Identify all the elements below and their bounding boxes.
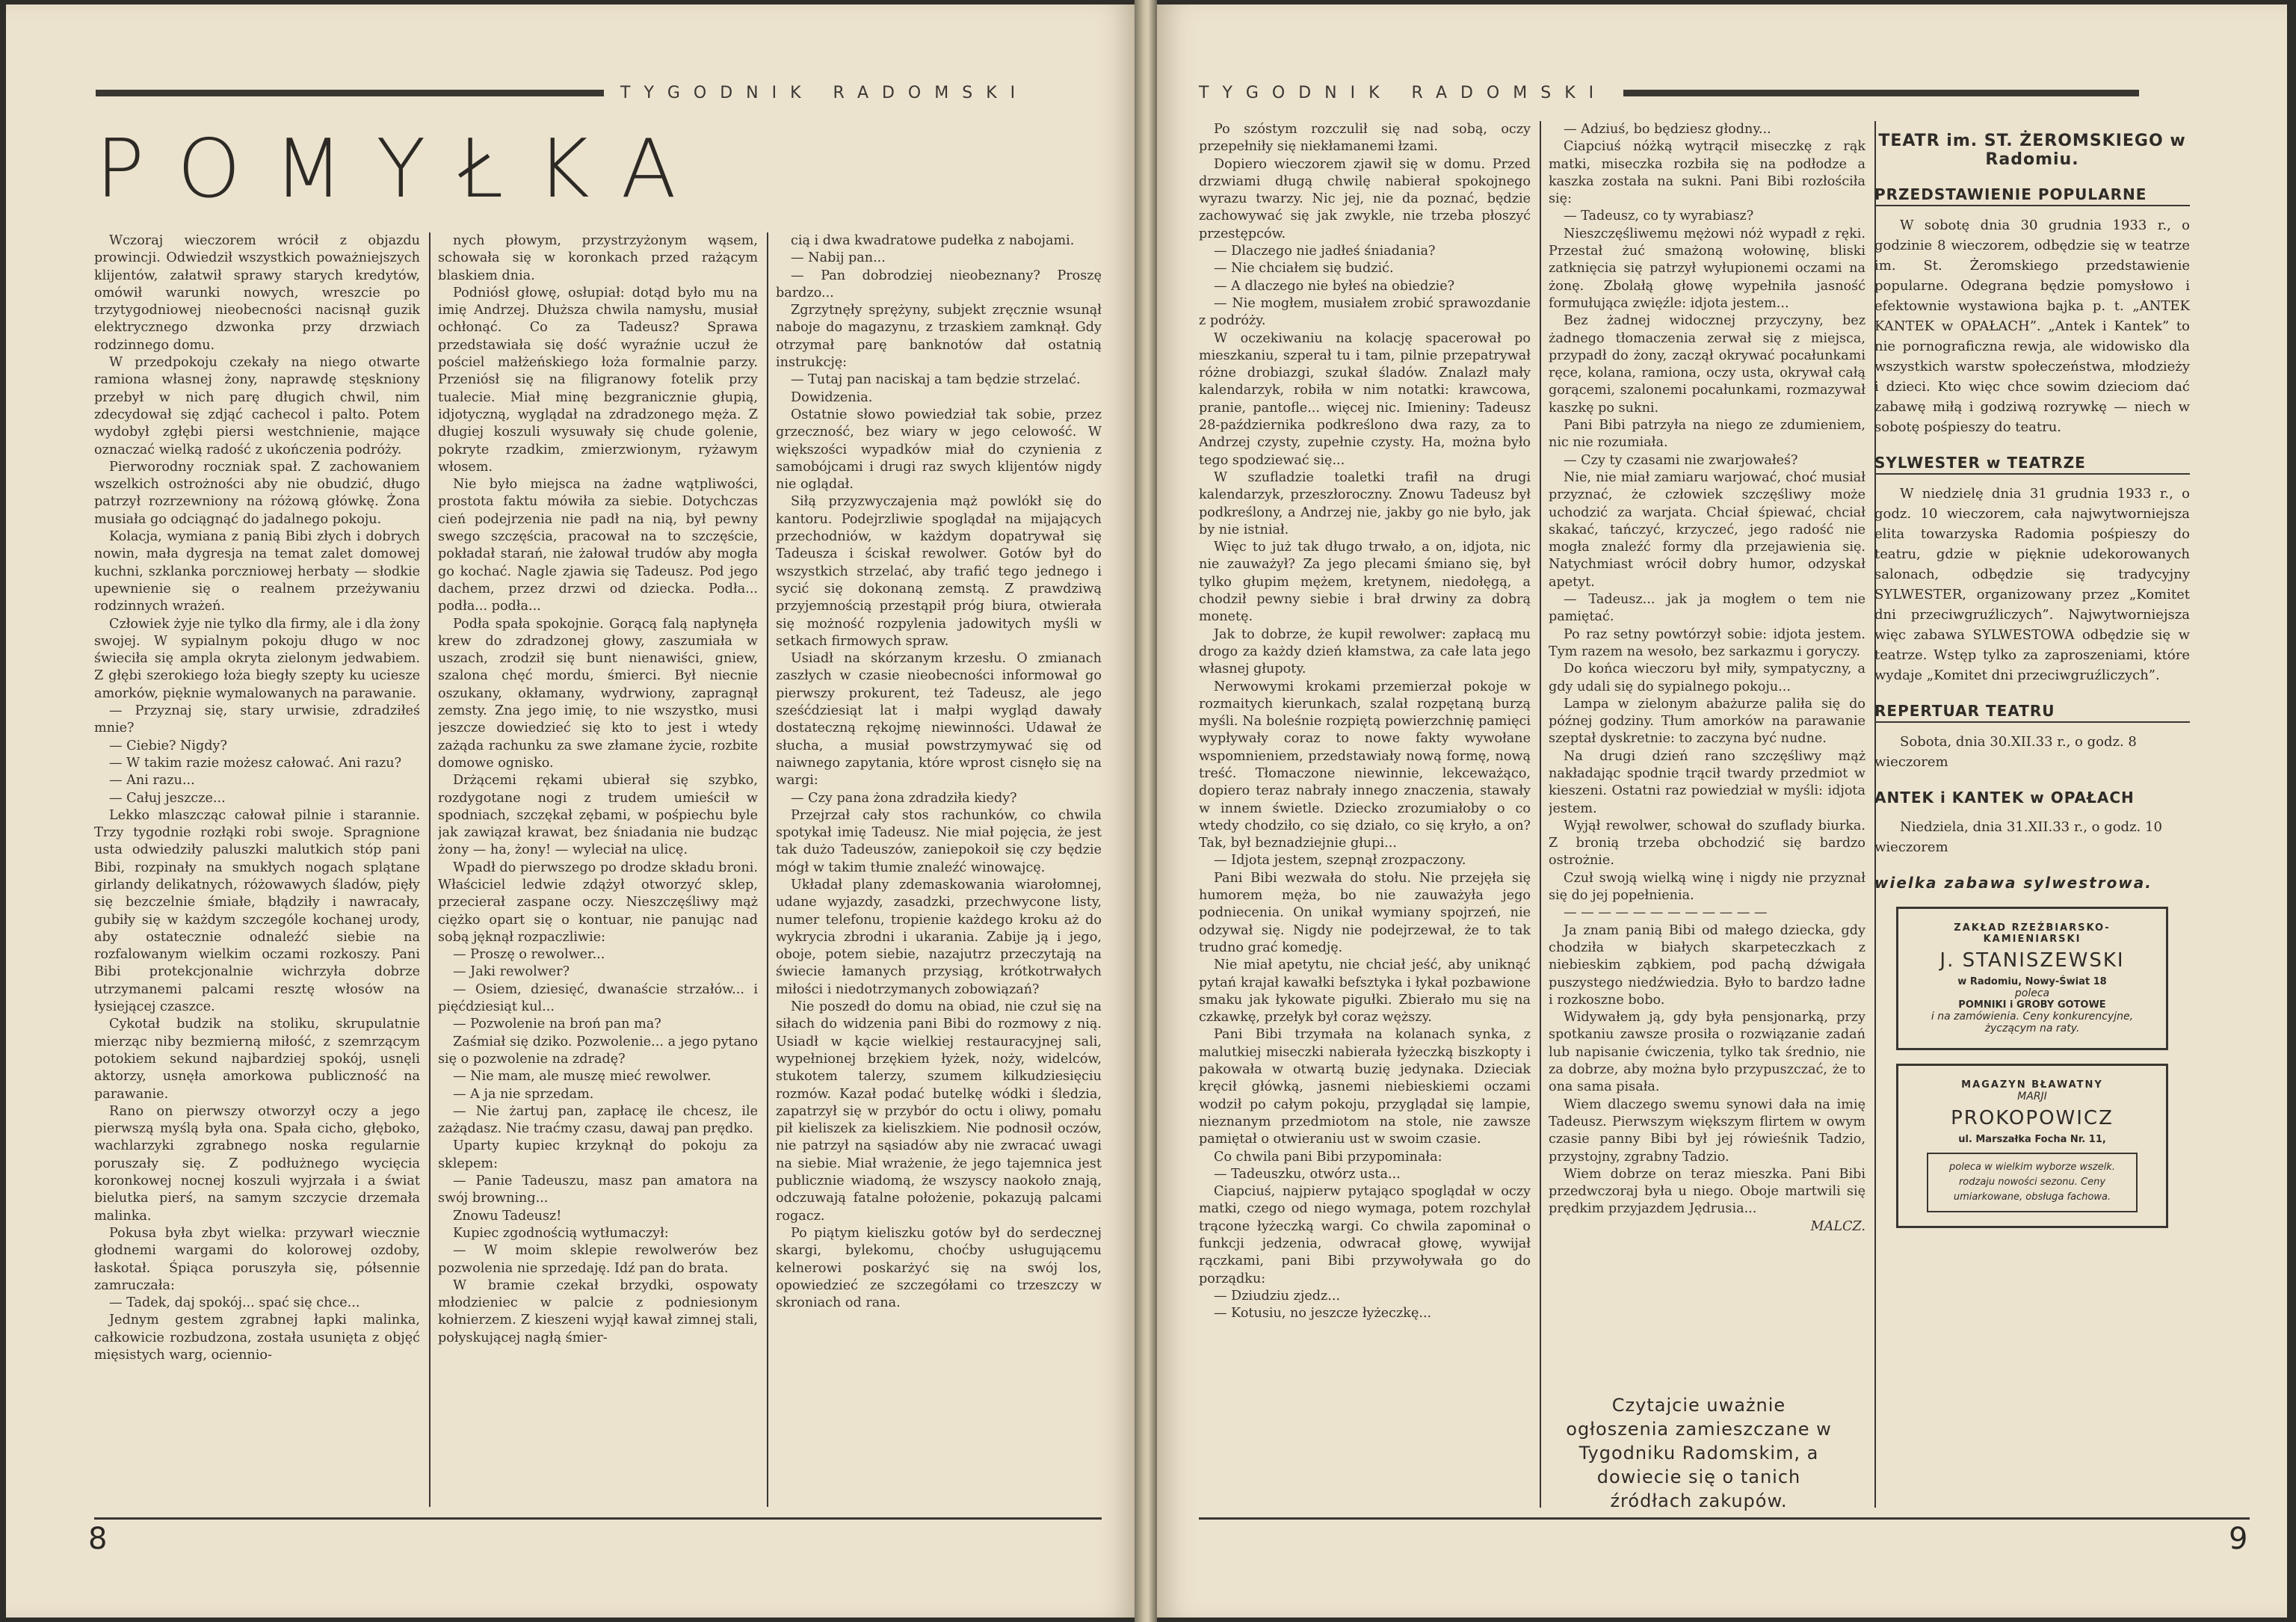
- masthead-left: [96, 84, 1028, 102]
- article-paragraph: Po raz setny powtórzył sobie: idjota jestem. Tym razem na wesoło, bez sarkazmu i goryczy.: [1549, 626, 1866, 659]
- article-paragraph: — Ciebie? Nigdy?: [109, 738, 227, 753]
- article-paragraph: Wpadł do pierwszego po drodze składu broni. Właściciel ledwie zdążył otworzyć sklep, przecierał zaspane oczy. Nieszczęśliwy mąż ciężko opart się o kontuar, nie panując nad sobą jęknął rozpaczliwie:: [438, 860, 758, 945]
- article-paragraph: Człowiek żyje nie tylko dla firmy, ale i dla żony swojej. W sypialnym pokoju długo w noc świeciła się ampla okryta zielonym jedwabiem. Z głębi szerokiego łoża biegły szepty ku uciesze amorków, pięknie wymalowanych na parawanie.: [94, 616, 420, 701]
- article-paragraph: Usiadł na skórzanym krzesłu. O zmianach zaszłych w czasie nieobecności informował go pierwszy prokurent, też Tadeusz, ale jego sześćdziesiąt lat i małpi wygląd dawały dostateczną rękojmę niewinności. Udawał że słucha, a musiał powstrzymywać się od naiwnego zapytania, które wprost cisnęło się na wargi:: [776, 651, 1102, 789]
- article-paragraph: — Czy ty czasami nie zwarjowałeś?: [1564, 452, 1798, 468]
- article-paragraph: Nieszczęśliwemu mężowi nóż wypadł z ręki. Przestał żuć smażoną wołowinę, bliski zatknięcia się patrzył wyłupionemi oczami na żonę. Zbolałą głowę wypełniła jasność formułująca zwięźle: idjota jestem...: [1549, 226, 1866, 311]
- repertoire-entry: Niedziela, dnia 31.XII.33 r., o godz. 10 wieczorem: [1874, 819, 2162, 855]
- article-paragraph: Lekko mlaszcząc całował pilnie i starannie. Trzy tygodnie rozłąki robi swoje. Spragnione usta odwiedziły paluszki malutkich stóp pani Bibi, rozpinały na smukłych nogach splątane girlandy delikatnych, różowawych śladów, pięły się bezczelnie śmiałe, błądziły i nawracały, gubiły się w każdym szczególe kochanej urody, aby ostatecznie odnaleźć siebie na rozfalowanym wielkim oczami rozkoszy. Pani Bibi protekcjonalnie wichrzyła dobrze utrzymanemi palcami resztę włosów na łysiejącej czaszce.: [94, 807, 420, 1015]
- section-heading: REPERTUAR TEATRU: [1874, 702, 2190, 723]
- section-heading: PRZEDSTAWIENIE POPULARNE: [1874, 185, 2190, 206]
- masthead-rule: [1623, 90, 2139, 96]
- article-paragraph: Nie miał apetytu, nie chciał jeść, aby uniknąć pytań krajał kawałki befsztyka i łykał pozbawione smaku jak łykowate pigułki. Zbierało mu się na czkawkę, przełyk był coraz węższy.: [1199, 958, 1531, 1026]
- article-paragraph: — Proszę o rewolwer...: [453, 947, 605, 963]
- article-paragraph: Cykotał budzik na stoliku, skrupulatnie mierząc niby bezmierną miłość, z szemrzącym potokiem sekund najbardziej spokój, usnęli aktorzy, usnęła amorkowa publiczność na parawanie.: [94, 1017, 420, 1102]
- article-paragraph: — Nie żartuj pan, zapłacę ile chcesz, ile zażądasz. Nie traćmy czasu, dawaj pan prędko.: [438, 1103, 758, 1137]
- article-paragraph: Podniósł głowę, osłupiał: dotąd było mu na imię Andrzej. Dłuższa chwila namysłu, musiał ochłonąć. Co za Tadeusz? Sprawa przedstawiała się dość wyraźnie uczuł że pościel małżeńskiego łoża formalnie parzy. Przeniósł się na filigranowy fotelik przy tualecie. Miał minę bezgranicznie głupią, idjotyczną, wyglądał na zdradzonego męża. Z długiej koszuli wysuwały się chude golenie, pokryte rzadkim, zmierzwionym, ryżawym włosem.: [438, 285, 758, 475]
- ad-address: ul. Marszałka Focha Nr. 11,: [1958, 1134, 2106, 1145]
- article-paragraph: — Nie mogłem, musiałem zrobić sprawozdanie z podróży.: [1199, 295, 1531, 329]
- ad-name: J. STANISZEWSKI: [1939, 949, 2125, 972]
- article-paragraph: Nerwowymi krokami przemierzał pokoje w rozmaitych kierunkach, szalał rozpętaną burzą myśli. Na boleśnie rozpiętą powierzchnię pamięci wypływały coraz to nowe fakty wywołane wspomnieniem, przedstawiały nową formę, nową treść. Tłomaczone niewinnie, lekceważąco, dopiero teraz nabrały innego znaczenia, stawały w innem świetle. Dziecko zrozumiałoby o co wtedy chodziło, co się działo, co się kryło, a on? Tak, był beznadziejnie głupi...: [1199, 679, 1531, 851]
- article-paragraph: Dopiero wieczorem zjawił się w domu. Przed drzwiami długą chwilę nabierał spokojnego wyrazu twarzy. Nic jej, nie da poznać, będzie zachowywać się jak zwykle, nie trzeba płoszyć przestępców.: [1199, 156, 1531, 241]
- article-paragraph: — Osiem, dziesięć, dwanaście strzałów... i pięćdziesiąt kul...: [438, 981, 758, 1015]
- book-spine: [1135, 0, 1157, 1622]
- column-rule: [1540, 121, 1541, 1508]
- column-rule: [429, 232, 430, 1507]
- article-paragraph: Więc to już tak długo trwało, a on, idjota, nic nie zauważył? Za jego plecami śmiano się, był tylko głupim mężem, kretynem, niedołęgą, a chodził pewny siebie i brał drwiny za dobrą monetę.: [1199, 540, 1531, 625]
- article-paragraph: — Tadeusz... jak ja mogłem o tem nie pamiętać.: [1549, 592, 1866, 625]
- column-4: [1199, 121, 1531, 1511]
- article-paragraph: — Przyznaj się, stary urwisie, zdradziłeś mnie?: [94, 703, 420, 736]
- article-paragraph: Do końca wieczoru był miły, sympatyczny, a gdy udali się do sypialnego pokoju...: [1549, 662, 1866, 694]
- article-title: POMYŁKA: [96, 123, 709, 216]
- ad-kind: ZAKŁAD RZEŹBIARSKO-KAMIENIARSKI: [1954, 922, 2111, 945]
- article-paragraph: Wiem dobrze on teraz mieszka. Pani Bibi przedwczoraj była u niego. Oboje martwili się prędkim przyjazdem Jędrusia...: [1549, 1166, 1866, 1217]
- article-paragraph: — Ani razu...: [109, 773, 195, 789]
- article-paragraph: Podła spała spokojnie. Gorącą falą napłynęła krew do zdradzonej głowy, zaszumiała w uszach, zrodził się bunt nienawiści, gniew, szalona chęć mordu, śmierci. Był niecnie oszukany, okłamany, wydrwiony, zapragnął zemsty. Zna jego imię, to nie wszystko, musi jeszcze dowiedzieć się kto to jest i wtedy zażąda rachunku za swe złamane życie, rozbite domowe ognisko.: [438, 616, 758, 771]
- ad-line: POMNIKI i GROBY GOTOWE: [1958, 999, 2106, 1011]
- article-paragraph: — Nabij pan...: [791, 250, 886, 266]
- section-body: W niedzielę dnia 31 grudnia 1933 r., o godz. 10 wieczorem, cała najwytworniejsza elita towarzyska Radomia pośpieszy do teatru, gdzie w pięknie udekorowanych salonach, odbędzie się tradycyjny SYLWESTER, organizowany przez „Komitet dni przeciwgruźliczych”. Najwytworniejsza więc zabawa SYLWESTOWA odbędzie się w teatrze. Wstęp tylko za zaproszeniami, które wydaje „Komitet dni przeciwgruźliczych”.: [1874, 486, 2190, 683]
- theatre-sidebar: [1874, 123, 2190, 1242]
- page-number: 9: [2229, 1522, 2248, 1556]
- article-paragraph: Bez żadnej widocznej przyczyny, bez żadnego tłomaczenia zerwał się z miejsca, przypadł do żony, zaczął okrywać pocałunkami ręce, kolana, ramiona, oczy usta, okrywał całą gorącemi, szalonemi pocałunkami, rozmazywał kaszkę po sukni.: [1549, 313, 1866, 416]
- ad-line: i na zamówienia. Ceny konkurencyjne, życzącym na raty.: [1931, 1011, 2134, 1034]
- article-paragraph: Pani Bibi patrzyła na niego ze zdumieniem, nic nie rozumiała.: [1549, 418, 1866, 451]
- article-paragraph: W przedpokoju czekały na niego otwarte ramiona własnej żony, naprawdę stęskniony przebył w nich parę długich chwil, nim zdecydował się zdjąć cachecol i palto. Potem wydobył zgłębi piersi westchnienie, mające oznaczać wielką radość z ukończenia podróży.: [94, 355, 420, 457]
- masthead-text: TYGODNIK RADOMSKI: [620, 84, 1029, 102]
- article-paragraph: W bramie czekał brzydki, ospowaty młodzieniec w palcie z podniesionym kołnierzem. Z kieszeni wyjął kawał zimnej stali, połyskującej nagłą śmier-: [438, 1277, 758, 1345]
- article-paragraph: — Nie chciałem się budzić.: [1214, 261, 1394, 277]
- article-paragraph: W szufladzie toaletki trafił na drugi kalendarzyk, przeszłoroczny. Znowu Tadeusz był podkreślony, a Andrzej nie, jakby go nie było, jak by nie istniał.: [1199, 469, 1531, 537]
- repertoire-entry: Sobota, dnia 30.XII.33 r., o godz. 8 wieczorem: [1874, 734, 2137, 770]
- left-page: [6, 4, 1135, 1618]
- article-paragraph: W oczekiwaniu na kolację spacerował po mieszkaniu, szperał tu i tam, pilnie przepatrywał różne drobiazgi, szukał śladów. Znalazł mały kalendarzyk, robiła w nim notatki: krawcowa, pranie, pantofle... więcej nic. Imieniny: Tadeusz 28-października podkreślono dwa razy, za to Andrzej czysty, zupełnie czysty. Ha, można było tego spodziewać się...: [1199, 330, 1531, 468]
- article-paragraph: Kolacja, wymiana z panią Bibi złych i dobrych nowin, mała dygresja na temat zalet domowej kuchni, szklanka porczniowej herbaty — słodkie upewnienie się o realnem przeżywaniu rodzinnych wrażeń.: [94, 529, 420, 614]
- article-paragraph: — Panie Tadeuszu, masz pan amatora na swój browning...: [438, 1174, 758, 1206]
- article-paragraph: Pierworodny roczniak spał. Z zachowaniem wszelkich ostrożności aby nie obudzić, długo patrzył rozrzewniony na różową główkę. Żona musiała go odciągnąć do jadalnego pokoju.: [94, 459, 420, 527]
- repertoire-title: ANTEK i KANTEK w OPAŁACH: [1874, 789, 2135, 807]
- article-paragraph: — Nie mam, ale muszę mieć rewolwer.: [453, 1069, 712, 1085]
- article-paragraph: Nie było miejsca na żadne wątpliwości, prostota faktu mówiła za siebie. Dotychczas cień podejrzenia nie padł na nią, był pewny swego szczęścia, pracował na to szczęście, pokładał starań, nie żałował trudów aby mogła go kochać. Nagle zjawia się Tadeusz. Pod jego dachem, przez drzwi od dziecka. Podła... podła... podła...: [438, 477, 758, 614]
- article-paragraph: nych płowym, przystrzyżonym wąsem, schowała się w koronkach przed rażącym blaskiem dnia.: [438, 233, 758, 283]
- article-paragraph: Wyjął rewolwer, schował do szuflady biurka. Z bronią trzeba obchodzić się bardzo ostrożnie.: [1549, 818, 1866, 869]
- article-paragraph: Wiem dlaczego swemu synowi dała na imię Tadeusz. Pierwszym większym flirtem w owym czasie panny Bibi był jej rówieśnik Tadzio, przystojny, zgrabny Tadzio.: [1549, 1097, 1866, 1165]
- article-paragraph: Po piątym kieliszku gotów był do serdecznej skargi, bylekomu, choćby usługującemu kelnerowi poskarżyć się na swój los, opowiedzieć ze szczegółami co trzeszczy w skroniach od rana.: [776, 1225, 1102, 1311]
- article-paragraph: Pani Bibi wezwała do stołu. Nie przejęła się humorem męża, bo nie zauważyła jego podniecenia. On unikał wymiany spojrzeń, nie odzywał się. Nigdy nie podejrzewał, że to tak trudno grać komedję.: [1199, 870, 1531, 955]
- article-paragraph: — W takim razie możesz całować. Ani razu?: [109, 755, 402, 771]
- article-paragraph: — Tadeuszku, otwórz usta...: [1214, 1166, 1401, 1182]
- ad-address: w Radomiu, Nowy-Świat 18: [1957, 976, 2107, 987]
- ad-kind: MAGAZYN BŁAWATNY: [1961, 1079, 2103, 1091]
- article-paragraph: Zgrzytnęły sprężyny, subjekt zręcznie wsunął naboje do magazynu, z trzaskiem zamknął. Gdy otrzymał parę banknotów dał ostatnią instrukcję:: [776, 303, 1102, 371]
- article-paragraph: Ciapciuś nóżką wytrącił miseczkę z rąk matki, miseczka rozbiła się na podłodze a kaszka została na sukni. Pani Bibi rozłościła się:: [1549, 139, 1866, 207]
- repertoire-title: wielka zabawa sylwestrowa.: [1874, 874, 2152, 892]
- section-heading: SYLWESTER w TEATRZE: [1874, 454, 2190, 475]
- article-paragraph: Lampa w zielonym abażurze paliła się do późnej godziny. Tłum amorków na parawanie szeptał dyskretnie: to zaczyna być nudne.: [1549, 696, 1866, 747]
- article-paragraph: — Pozwolenie na broń pan ma?: [453, 1017, 661, 1032]
- article-paragraph: Przejrzał cały stos rachunków, co chwila spotykał imię Tadeusz. Nie miał pojęcia, że jest tak dużo Tadeuszów, zaniepokoił się czy będzie mógł w takim tłumie znaleźć winowajcę.: [776, 807, 1102, 875]
- article-paragraph: Ciapciuś, najpierw pytająco spoglądał w oczy matki, czego od niego wymaga, potem rozchylał trącone łyżeczką wargi. Co chwila zapominał o funkcji jedzenia, odwracał głowę, wywijał rączkami, pani Bibi przywoływała go do porządku:: [1199, 1184, 1531, 1286]
- article-paragraph: — — — — — — — — — — — —: [1564, 905, 1768, 921]
- article-paragraph: — Adziuś, bo będziesz głodny...: [1564, 122, 1771, 137]
- article-paragraph: Ostatnie słowo powiedział tak sobie, przez grzeczność, bez wiary w jego celowość. W większości wypadków miał do czynienia z samobójcami i drugi raz swych klijentów nigdy nie oglądał.: [776, 407, 1102, 493]
- article-paragraph: — W moim sklepie rewolwerów bez pozwolenia nie sprzedaję. Idź pan do brata.: [438, 1243, 758, 1276]
- column-5: [1549, 121, 1866, 1384]
- ad-prokopowicz: [1896, 1064, 2168, 1228]
- article-paragraph: — A dlaczego nie byłeś na obiedzie?: [1214, 278, 1455, 294]
- article-paragraph: — Tadek, daj spokój... spać się chce...: [109, 1295, 360, 1311]
- article-paragraph: Dowidzenia.: [791, 389, 873, 405]
- article-paragraph: Jak to dobrze, że kupił rewolwer: zapłacą mu drogo za każdy dzień kłamstwa, za całe lata jego własnej głupoty.: [1199, 626, 1531, 677]
- article-paragraph: Nie poszedł do domu na obiad, nie czuł się na siłach do widzenia pani Bibi do rozmowy z nią. Usiadł w kącie wielkiej restauracyjnej sali, wypełnionej brzękiem łyżek, noży, widelców, stukotem talerzy, szumem kilkudziesięciu rozmów. Kazał podać butelkę wódki i śledzia, zapatrzył się w przybór do octu i oliwy, pomału pił kieliszek za kieliszkiem. Nie podnosił oczów, nie patrzył na sąsiadów aby nie zwracać uwagi na siebie. Miał wrażenie, że jego tajemnica jest publicznie wiadomą, że wszyscy naokoło znają, odczuwają fatalne położenie, pokazują palcami rogacz.: [776, 999, 1102, 1224]
- ad-line: poleca: [2014, 987, 2050, 999]
- article-paragraph: Nie, nie miał zamiaru warjować, choć musiał przyznać, że człowiek szczęśliwy może uchodzić za warjata. Chciał śpiewać, chciał skakać, tańczyć, krzyczeć, jego radość nie mogła znaleźć formy dla przejawienia się. Natychmiast wrócił dobry humor, odzyskał apetyt.: [1549, 469, 1866, 590]
- article-paragraph: Siłą przyzwyczajenia mąż powlókł się do kantoru. Podejrzliwie spoglądał na mijających przechodniów, w każdym dopatrywał się Tadeusza i ściskał rewolwer. Gotów był do wszystkich strzelać, aby trafić tego jednego i sycić się dokonaną zemstą. Z prawdziwą przyjemnością przestąpił próg biura, otwierała się możność rozpylenia jadowitych myśli w setkach firmowych spraw.: [776, 494, 1102, 649]
- column-1: [94, 232, 420, 1511]
- article-paragraph: — A ja nie sprzedam.: [453, 1086, 594, 1102]
- article-paragraph: Czuł swoją wielką winę i nigdy nie przyznał się do jej popełnienia.: [1549, 870, 1866, 904]
- article-paragraph: Znowu Tadeusz!: [453, 1208, 562, 1224]
- author-signature: MALCZ.: [1810, 1218, 1866, 1234]
- section-body: W sobotę dnia 30 grudnia 1933 r., o godzinie 8 wieczorem, odbędzie się w teatrze im. St. Żeromskiego przedstawienie popularne. Odegrana będzie pomysłowo i efektownie wystawiona bajka p. t. „ANTEK KANTEK w OPAŁACH”. „Antek i Kantek” to nie pornograficzna rewja, ale widowisko dla wszystkich warstw społeczeństwa, młodzieży i dzieci. Kto więc chce sowim dzieciom dać zabawę miłą i godziwą rozrywkę — niech w sobotę pośpieszy do teatru.: [1874, 218, 2190, 435]
- article-paragraph: cią i dwa kwadratowe pudełka z nabojami.: [791, 233, 1075, 248]
- theatre-heading: TEATR im. ST. ŻEROMSKIEGO w Radomiu.: [1878, 132, 2186, 169]
- footer-rule: [94, 1517, 1102, 1520]
- ad-name: PROKOPOWICZ: [1951, 1107, 2114, 1129]
- article-paragraph: Zaśmiał się dziko. Pozwolenie... a jego pytano się o pozwolenie na zdradę?: [438, 1034, 758, 1067]
- article-paragraph: Po szóstym rozczulił się nad sobą, oczy przepełniły się niekłamanemi łzami.: [1199, 122, 1531, 155]
- column-2: [438, 232, 758, 1511]
- article-paragraph: — Pan dobrodziej nieobeznany? Proszę bardzo...: [776, 268, 1102, 300]
- masthead-rule: [96, 90, 604, 96]
- ad-small: MARJI: [2017, 1091, 2047, 1103]
- article-paragraph: Widywałem ją, gdy była pensjonarką, przy spotkaniu zawsze prosiła o rozwiązanie zadań lub napisanie ćwiczenia, tylko tak średnio, nie za dobrze, aby można było przypuszczać, że to ona sama pisała.: [1549, 1010, 1866, 1095]
- article-paragraph: — Jaki rewolwer?: [453, 964, 570, 980]
- article-paragraph: Co chwila pani Bibi przypominała:: [1214, 1149, 1442, 1165]
- page-number: 8: [88, 1522, 108, 1556]
- subscribe-promo: Czytajcie uważnie ogłoszenia zamieszczane w Tygodniku Radomskim, a dowiecie się o tanich źródłach zakupów.: [1566, 1395, 1832, 1511]
- masthead-right: [1199, 84, 2139, 102]
- article-paragraph: Wczoraj wieczorem wrócił z objazdu prowincji. Odwiedził wszystkich poważniejszych klijentów, załatwił sprawy starych kredytów, omówił warunki nowych, wreszcie po trzytygodniowej nieobecności nacisnął guzik elektrycznego dzwonka przy drzwiach rodzinnego domu.: [94, 233, 420, 353]
- article-paragraph: Kupiec zgodnością wytłumaczył:: [453, 1225, 669, 1241]
- article-paragraph: — Całuj jeszcze...: [109, 790, 226, 806]
- article-paragraph: — Tutaj pan naciskaj a tam będzie strzelać.: [791, 372, 1081, 388]
- column-rule: [767, 232, 768, 1507]
- article-paragraph: Uparty kupiec krzyknął do pokoju za sklepem:: [438, 1138, 758, 1171]
- article-paragraph: Pokusa była zbyt wielka: przywarł wiecznie głodnemi wargami do kolorowej ozdoby, łaskotał. Śpiąca poruszyła się, półsennie zamruczała:: [94, 1225, 420, 1293]
- column-3: [776, 232, 1102, 1511]
- article-paragraph: — Idjota jestem, szepnął zrozpaczony.: [1214, 853, 1466, 869]
- masthead-text: TYGODNIK RADOMSKI: [1199, 84, 1608, 102]
- article-paragraph: Na drugi dzień rano szczęśliwy mąż nakładając spodnie trącił twardy przedmiot w kieszeni. Ostatni raz powiedział w myśli: idjota jestem.: [1549, 748, 1866, 816]
- article-paragraph: — Dziudziu zjedz...: [1214, 1288, 1341, 1304]
- article-paragraph: Układał plany zdemaskowania wiarołomnej, udane wyjazdy, zasadzki, przechwycone listy, numer telefonu, tropienie każdego kroku aż do wykrycia zbrodni i ukarania. Zabije ją i jego, oboje, potem siebie, nazajutrz przeczytają na świecie łamanych przysiąg, krótkotrwałych miłości i niedotrzymanych zobowiązań?: [776, 877, 1102, 997]
- ad-staniszewski: [1896, 907, 2168, 1050]
- article-paragraph: Pani Bibi trzymała na kolanach synka, z malutkiej miseczki nabierała łyżeczką biszkopty i pakowała w otwartą buzię jedynaka. Dzieciak kręcił główką, jasnemi niebieskiemi oczami wodził po całym pokoju, przyglądał się lampie, nieznanym przedmiotom na stole, nie zawsze pamiętał o otwieraniu ust w swoim czasie.: [1199, 1027, 1531, 1147]
- article-paragraph: — Kotusiu, no jeszcze łyżeczkę...: [1214, 1306, 1432, 1322]
- article-paragraph: — Czy pana żona zdradziła kiedy?: [791, 790, 1017, 806]
- article-paragraph: Rano on pierwszy otworzył oczy a jego pierwszą myślą była ona. Spała cicho, głęboko, wachlarzyki zgrabnego noska regularnie poruszały się. Z podłużnego wycięcia koronkowej nocnej koszuli wyjrzała i a świat bielutka pierś, na samym szczycie drzemała malinka.: [94, 1103, 420, 1224]
- article-paragraph: — Tadeusz, co ty wyrabiasz?: [1564, 209, 1754, 224]
- article-paragraph: Drżącemi rękami ubierał się szybko, rozdygotane nogi z trudem umieścił w spodniach, szczękał zębami, w pośpiechu byle jak zawiązał krawat, bez śniadania nie budząc żony — ha, żony! — wyleciał na ulicę.: [438, 773, 758, 858]
- ad-inner-box: poleca w wielkim wyborze wszelk. rodzaju nowości sezonu. Ceny umiarkowane, obsługa fachowa.: [1927, 1153, 2138, 1212]
- article-paragraph: — Dlaczego nie jadłeś śniadania?: [1214, 244, 1436, 259]
- footer-rule: [1199, 1517, 2250, 1520]
- article-paragraph: Ja znam panią Bibi od małego dziecka, gdy chodziła w białych skarpeteczkach z niebieskim ząbkiem, pod pachą dźwigała puszystego niedźwiedzia. Było to bardzo ładne i rozkoszne bobo.: [1549, 922, 1866, 1008]
- article-paragraph: Jednym gestem zgrabnej łapki malinka, całkowicie rozbudzona, została usunięta z objęć mięsistych warg, ociennio-: [94, 1313, 420, 1363]
